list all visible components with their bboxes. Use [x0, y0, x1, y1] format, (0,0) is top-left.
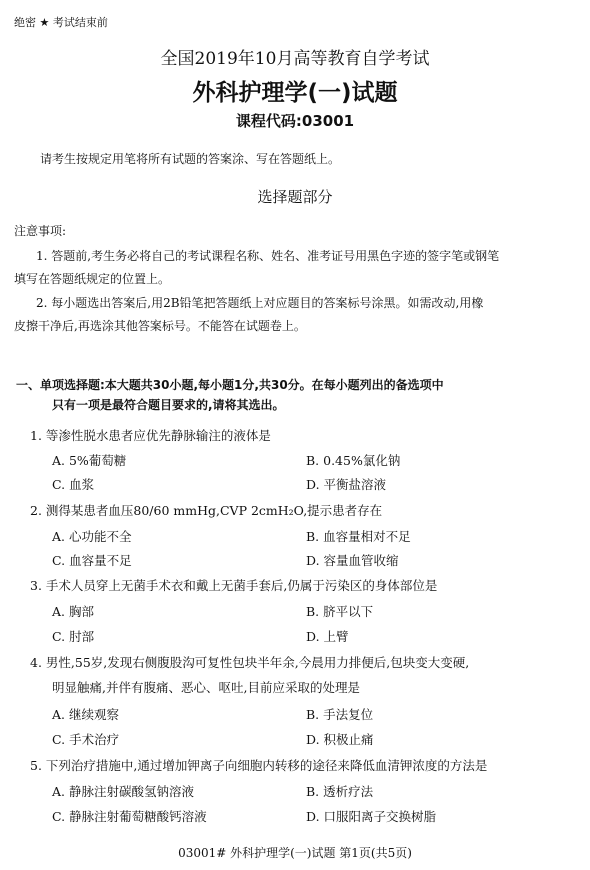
question-1-option-b: B. 0.45%氯化钠	[306, 453, 401, 468]
question-5-option-b: B. 透析疗法	[306, 784, 374, 799]
question-1-option-d: D. 平衡盐溶液	[306, 477, 387, 492]
question-4-option-b: B. 手法复位	[306, 707, 374, 722]
question-3-option-a: A. 胸部	[52, 604, 94, 619]
question-2-option-b: B. 血容量相对不足	[306, 529, 411, 544]
question-3-option-b: B. 脐平以下	[306, 604, 374, 619]
question-3-option-c: C. 肘部	[52, 629, 95, 644]
question-4-stem: 4. 男性,55岁,发现右侧腹股沟可复性包块半年余,今晨用力排便后,包块变大变硬,	[30, 655, 470, 670]
section-title: 选择题部分	[257, 188, 333, 206]
confidential-label: 绝密 ★ 考试结束前	[14, 16, 108, 29]
question-2-option-a: A. 心功能不全	[52, 529, 132, 544]
question-3-stem: 3. 手术人员穿上无菌手术衣和戴上无菌手套后,仍属于污染区的身体部位是	[30, 578, 438, 593]
question-4-option-d: D. 积极止痛	[306, 732, 374, 747]
question-1-option-c: C. 血浆	[52, 477, 95, 492]
intro-instruction: 请考生按规定用笔将所有试题的答案涂、写在答题纸上。	[40, 152, 341, 166]
course-code: 课程代码:03001	[235, 112, 355, 130]
question-4-option-a: A. 继续观察	[52, 707, 119, 722]
question-2-stem: 2. 测得某患者血压80/60 mmHg,CVP 2cmH₂O,提示患者存在	[30, 503, 383, 518]
note-2-line-2: 皮擦干净后,再选涂其他答案标号。不能答在试题卷上。	[14, 319, 306, 333]
exam-title: 全国2019年10月高等教育自学考试	[160, 49, 430, 69]
question-5-stem: 5. 下列治疗措施中,通过增加钾离子向细胞内转移的途径来降低血清钾浓度的方法是	[30, 758, 488, 773]
notes-heading: 注意事项:	[14, 224, 67, 238]
question-5-option-c: C. 静脉注射葡萄糖酸钙溶液	[52, 809, 207, 824]
page-footer: 03001# 外科护理学(一)试题 第1页(共5页)	[178, 846, 412, 860]
question-1-option-a: A. 5%葡萄糖	[52, 453, 127, 468]
subject-title: 外科护理学(一)试题	[192, 80, 398, 106]
note-2-line-1: 2. 每小题选出答案后,用2B铅笔把答题纸上对应题目的答案标号涂黑。如需改动,用橡	[36, 296, 484, 310]
question-5-option-a: A. 静脉注射碳酸氢钠溶液	[52, 784, 194, 799]
part-1-header-line-1: 一、单项选择题:本大题共30小题,每小题1分,共30分。在每小题列出的备选项中	[16, 378, 444, 392]
question-3-option-d: D. 上臂	[306, 629, 349, 644]
question-4-stem-continued: 明显触痛,并伴有腹痛、恶心、呕吐,目前应采取的处理是	[52, 680, 360, 695]
part-1-header-line-2: 只有一项是最符合题目要求的,请将其选出。	[52, 398, 285, 412]
question-2-option-d: D. 容量血管收缩	[306, 553, 399, 568]
question-2-option-c: C. 血容量不足	[52, 553, 132, 568]
question-5-option-d: D. 口服阳离子交换树脂	[306, 809, 437, 824]
note-1-line-1: 1. 答题前,考生务必将自己的考试课程名称、姓名、准考证号用黑色字迹的签字笔或钢笔	[36, 249, 500, 263]
question-1-stem: 1. 等渗性脱水患者应优先静脉输注的液体是	[30, 428, 271, 443]
question-4-option-c: C. 手术治疗	[52, 732, 120, 747]
note-1-line-2: 填写在答题纸规定的位置上。	[14, 272, 171, 286]
